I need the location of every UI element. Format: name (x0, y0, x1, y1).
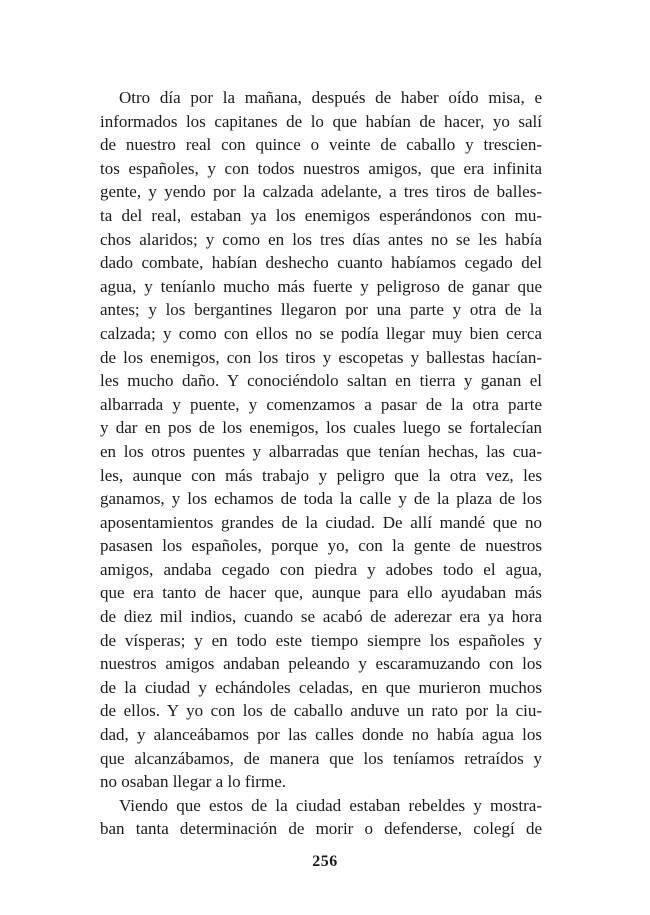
text-line: de ellos. Y yo con los de caballo anduve un rato por la ciu- (100, 701, 542, 721)
text-line: dado combate, habían deshecho cuanto habíamos cegado del (100, 253, 542, 273)
text-line: les mucho daño. Y conociéndolo saltan en tierra y ganan el (100, 371, 542, 391)
text-line: ta del real, estaban ya los enemigos esperándonos con mu- (100, 205, 542, 225)
text-line: no osaban llegar a lo firme. (100, 772, 286, 792)
text-line: tos españoles, y con todos nuestros amigos, que era infinita (100, 158, 542, 178)
text-line: informados los capitanes de lo que habían de hacer, yo salí (100, 111, 542, 131)
text-line: Otro día por la mañana, después de haber oído misa, e (119, 88, 542, 107)
text-line: albarrada y puente, y comenzamos a pasar de la otra parte (100, 394, 542, 414)
text-line: nuestros amigos andaban peleando y escaramuzando con los (100, 654, 542, 674)
text-line: gente, y yendo por la calzada adelante, a tres tiros de balles- (100, 182, 542, 202)
text-line: agua, y teníanlo mucho más fuerte y peligroso de ganar que (100, 276, 542, 296)
text-line: pasasen los españoles, porque yo, con la gente de nuestros (100, 536, 542, 556)
text-line: aposentamientos grandes de la ciudad. De allí mandé que no (100, 512, 542, 532)
page-number: 256 (312, 853, 338, 870)
text-line: les, aunque con más trabajo y peligro que la otra vez, les (100, 465, 542, 485)
text-line: en los otros puentes y albarradas que tenían hechas, las cua- (100, 441, 542, 461)
text-line: calzada; y como con ellos no se podía llegar muy bien cerca (100, 323, 542, 343)
text-line: que era tanto de hacer que, aunque para ello ayudaban más (100, 583, 542, 603)
body-text (100, 86, 542, 841)
text-line: de diez mil indios, cuando se acabó de aderezar era ya hora (100, 607, 542, 627)
text-line: de nuestro real con quince o veinte de caballo y trescien- (100, 135, 542, 155)
text-line: de vísperas; y en todo este tiempo siempre los españoles y (100, 630, 542, 650)
text-line: de los enemigos, con los tiros y escopetas y ballestas hacían- (100, 347, 542, 367)
text-line: y dar en pos de los enemigos, los cuales luego se fortalecían (100, 418, 542, 438)
text-line: que alcanzábamos, de manera que los teníamos retraídos y (100, 748, 542, 768)
paragraph (100, 86, 542, 794)
text-line: dad, y alanceábamos por las calles donde no había agua los (100, 725, 542, 745)
paragraph (100, 794, 542, 841)
text-line: de la ciudad y echándoles celadas, en que murieron muchos (100, 677, 542, 697)
text-line: ban tanta determinación de morir o defenderse, colegí de (100, 819, 542, 839)
text-line: antes; y los bergantines llegaron por una parte y otra de la (100, 300, 542, 320)
text-line: chos alaridos; y como en los tres días antes no se les había (100, 229, 542, 249)
text-line: amigos, andaba cegado con piedra y adobes todo el agua, (100, 559, 542, 579)
text-line: Viendo que estos de la ciudad estaban rebeldes y mostra- (119, 795, 542, 815)
text-line: ganamos, y los echamos de toda la calle y de la plaza de los (100, 489, 542, 509)
